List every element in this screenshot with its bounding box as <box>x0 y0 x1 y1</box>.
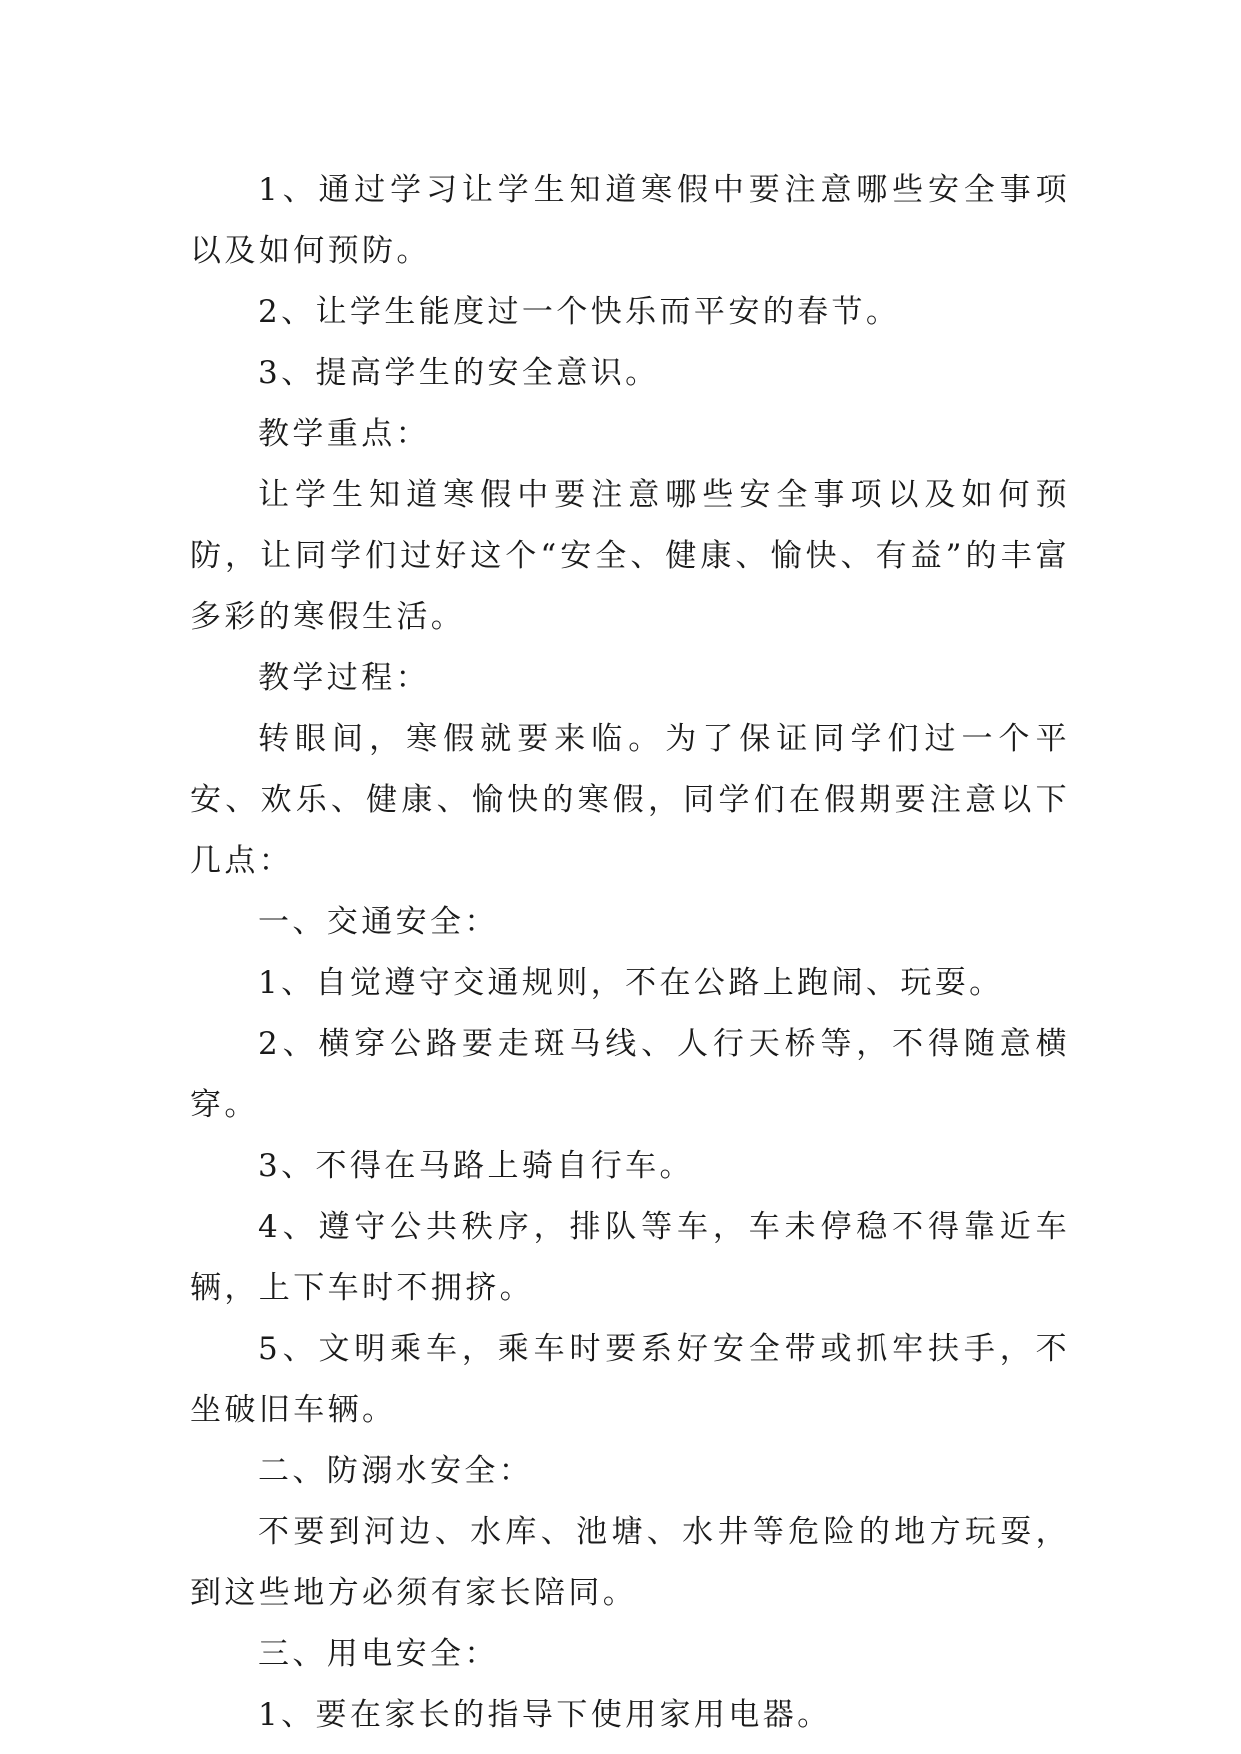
section-heading-electrical-safety: 三、用电安全： <box>258 1636 499 1672</box>
section-heading-key-points: 教学重点： <box>258 416 430 452</box>
section-heading-process: 教学过程： <box>258 660 430 696</box>
objective-2: 2、让学生能度过一个快乐而平安的春节。 <box>258 294 901 330</box>
electrical-rule-1: 1、要在家长的指导下使用家用电器。 <box>258 1697 832 1733</box>
key-points-text: 让学生知道寒假中要注意哪些安全事项以及如何预防，让同学们过好这个“安全、健康、愉快、有益”的丰富多彩的寒假生活。 <box>190 477 1070 635</box>
section-heading-drowning-safety: 二、防溺水安全： <box>258 1453 534 1489</box>
process-intro: 转眼间，寒假就要来临。为了保证同学们过一个平安、欢乐、健康、愉快的寒假，同学们在假期要注意以下几点： <box>190 721 1070 879</box>
section-heading-traffic-safety: 一、交通安全： <box>258 904 499 940</box>
traffic-rule-2: 2、横穿公路要走斑马线、人行天桥等，不得随意横穿。 <box>190 1026 1070 1123</box>
objective-1: 1、通过学习让学生知道寒假中要注意哪些安全事项以及如何预防。 <box>190 172 1070 269</box>
traffic-rule-3: 3、不得在马路上骑自行车。 <box>258 1148 694 1184</box>
traffic-rule-4: 4、遵守公共秩序，排队等车，车未停稳不得靠近车辆，上下车时不拥挤。 <box>190 1209 1070 1306</box>
document-page <box>190 160 1070 1746</box>
objective-3: 3、提高学生的安全意识。 <box>258 355 660 391</box>
drowning-safety-text: 不要到河边、水库、池塘、水井等危险的地方玩耍，到这些地方必须有家长陪同。 <box>190 1514 1070 1611</box>
traffic-rule-1: 1、自觉遵守交通规则，不在公路上跑闹、玩耍。 <box>258 965 1004 1001</box>
traffic-rule-5: 5、文明乘车，乘车时要系好安全带或抓牢扶手，不坐破旧车辆。 <box>190 1331 1070 1428</box>
